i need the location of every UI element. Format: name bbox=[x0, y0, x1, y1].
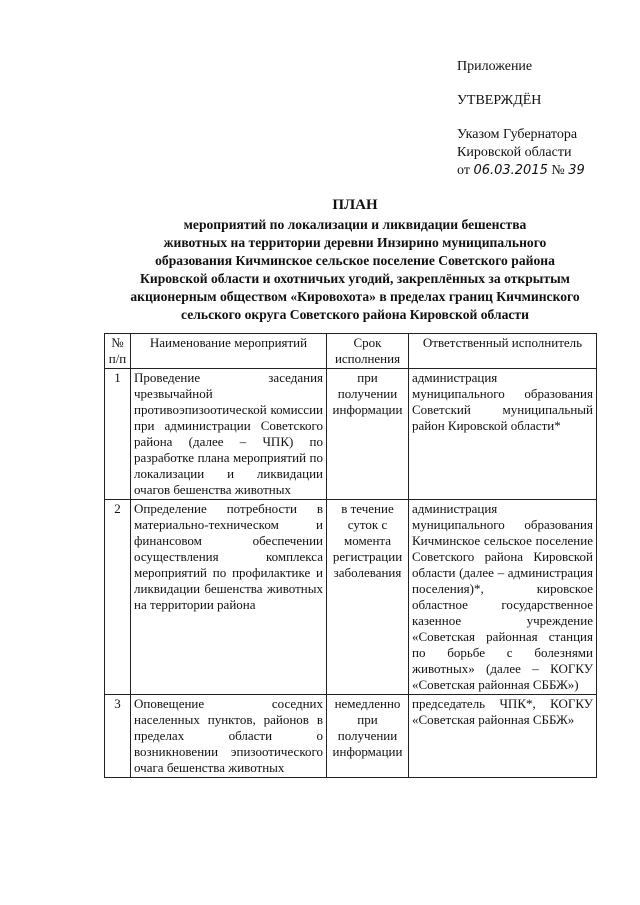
row-number: 1 bbox=[105, 369, 131, 500]
table-row bbox=[105, 369, 597, 500]
table-row bbox=[105, 695, 597, 778]
row-name: Оповещение соседних населенных пунктов, районов в пределах области о возникновении эпизоотического очага бешенства животных bbox=[131, 695, 327, 778]
title-line: Кировской области и охотничьих угодий, закреплённых за открытым bbox=[140, 271, 570, 286]
title-line: акционерным обществом «Кировохота» в пределах границ Кичминского bbox=[130, 289, 580, 304]
approval-block bbox=[457, 58, 585, 180]
title-line: сельского округа Советского района Кировской области bbox=[181, 307, 529, 322]
row-term: при получении информации bbox=[327, 369, 409, 500]
row-executor: председатель ЧПК*, КОГКУ «Советская районная СББЖ» bbox=[409, 695, 597, 778]
number-sign: № bbox=[551, 163, 565, 178]
header-name: Наименование мероприятий bbox=[131, 334, 327, 369]
title-line: мероприятий по локализации и ликвидации бешенства bbox=[183, 217, 527, 232]
table-header-row bbox=[105, 334, 597, 369]
title-line: животных на территории деревни Инзирино муниципального bbox=[163, 235, 547, 250]
measures-table bbox=[104, 333, 597, 778]
row-number: 2 bbox=[105, 500, 131, 695]
decree-number: 39 bbox=[568, 163, 585, 178]
row-number: 3 bbox=[105, 695, 131, 778]
row-term: немедленно при получении информации bbox=[327, 695, 409, 778]
header-term: Срок исполнения bbox=[327, 334, 409, 369]
document-title bbox=[96, 196, 614, 324]
decree-date: 06.03.2015 bbox=[473, 163, 548, 178]
row-name: Определение потребности в материально-техническом и финансовом обеспечении осуществления комплекса мероприятий по профилактике и ликвидации бешенства животных на территории района bbox=[131, 500, 327, 695]
header-number: № п/п bbox=[105, 334, 131, 369]
decree-line-1: Указом Губернатора bbox=[457, 127, 578, 142]
header-executor: Ответственный исполнитель bbox=[409, 334, 597, 369]
from-label: от bbox=[457, 163, 470, 178]
table-row bbox=[105, 500, 597, 695]
attachment-label: Приложение bbox=[457, 59, 533, 74]
approved-label: УТВЕРЖДЁН bbox=[457, 93, 542, 108]
decree-line-2: Кировской области bbox=[457, 145, 572, 160]
decree-date-line bbox=[457, 162, 585, 180]
title-line: образования Кичминское сельское поселение Советского района bbox=[155, 253, 555, 268]
row-term: в течение суток с момента регистрации заболевания bbox=[327, 500, 409, 695]
row-executor: администрация муниципального образования Кичминское сельское поселение Советского района Кировской области (далее – администрация поселения)*, кировское областное государственное казенное учреждение «Советская районная станция по борьбе с болезнями животных» (далее – КОГКУ «Советская районная СББЖ») bbox=[409, 500, 597, 695]
plan-heading: ПЛАН bbox=[332, 197, 378, 213]
row-name: Проведение заседания чрезвычайной противоэпизоотической комиссии при администрации Советского района (далее – ЧПК) по разработке плана мероприятий по локализации и ликвидации очагов бешенства животных bbox=[131, 369, 327, 500]
row-executor: администрация муниципального образования Советский муниципальный район Кировской области* bbox=[409, 369, 597, 500]
